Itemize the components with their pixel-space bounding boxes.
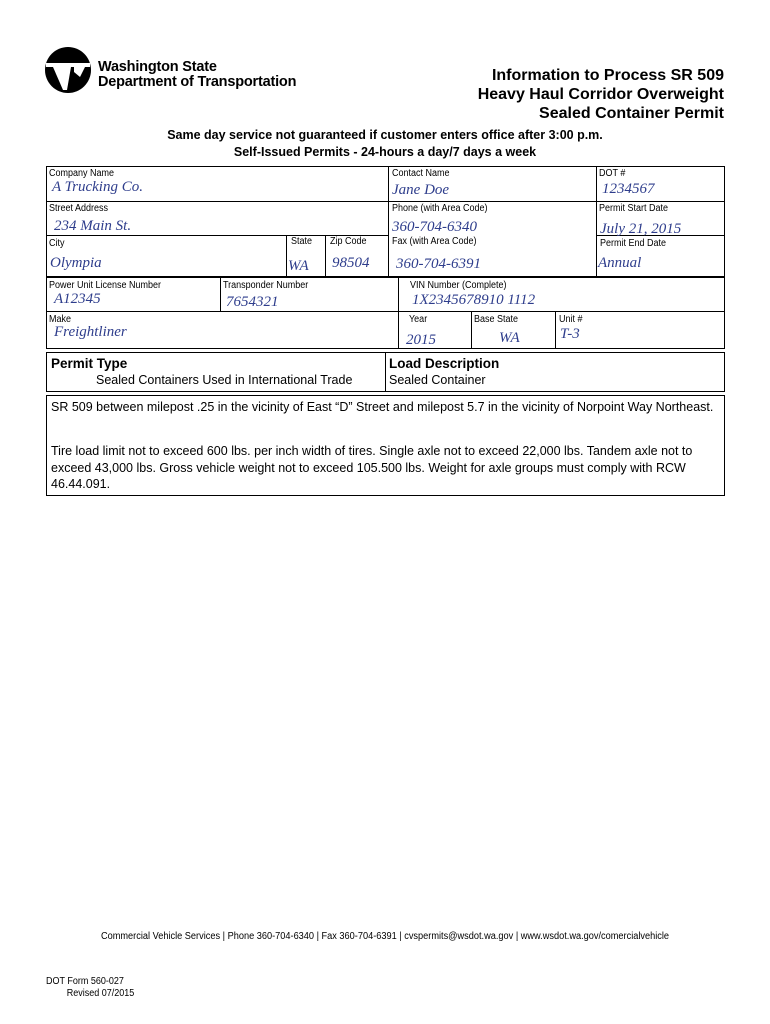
divider xyxy=(46,311,725,312)
year-field[interactable]: 2015 xyxy=(406,332,436,348)
route-description: SR 509 between milepost .25 in the vicinity of East “D” Street and milepost 5.7 in the vicinity of Norpoint Way Northeast. xyxy=(51,400,714,414)
street-address-field[interactable]: 234 Main St. xyxy=(54,218,132,234)
contact-name-field[interactable]: Jane Doe xyxy=(392,182,450,198)
phone-label: Phone (with Area Code) xyxy=(392,203,488,214)
power-unit-license-label: Power Unit License Number xyxy=(49,280,162,291)
title-line-1: Information to Process SR 509 xyxy=(491,67,724,84)
revision-date: Revised 07/2015 xyxy=(66,988,135,999)
agency-name xyxy=(98,60,296,90)
unit-label: Unit # xyxy=(559,314,583,325)
city-label: City xyxy=(49,238,65,249)
zip-label: Zip Code xyxy=(330,236,367,247)
transponder-label: Transponder Number xyxy=(223,280,309,291)
street-address-label: Street Address xyxy=(49,203,109,214)
permit-end-date-field[interactable]: Annual xyxy=(598,255,642,271)
dot-label: DOT # xyxy=(599,168,626,179)
title-line-2: Heavy Haul Corridor Overweight xyxy=(477,86,724,103)
fax-field[interactable]: 360-704-6391 xyxy=(396,256,481,272)
form-title xyxy=(478,66,724,123)
self-issue-notice: Self-Issued Permits - 24-hours a day/7 days a week xyxy=(233,145,537,159)
weight-restrictions: Tire load limit not to exceed 600 lbs. per inch width of tires. Single axle not to exceed 22,000 lbs. Tandem axle not to exceed 43,000 lbs. Gross vehicle weight not to exceed 105.500 lbs. Weight for axle groups must comply with RCW 46.44.091. xyxy=(51,444,693,491)
load-description-value: Sealed Container xyxy=(389,373,486,387)
permit-end-date-label: Permit End Date xyxy=(600,238,667,249)
vin-label: VIN Number (Complete) xyxy=(410,280,507,291)
office-hours-notice: Same day service not guaranteed if customer enters office after 3:00 p.m. xyxy=(167,128,603,142)
divider xyxy=(46,201,725,202)
base-state-label: Base State xyxy=(474,314,519,325)
divider xyxy=(555,311,556,349)
state-field[interactable]: WA xyxy=(288,258,309,274)
make-field[interactable]: Freightliner xyxy=(54,324,127,340)
make-label: Make xyxy=(49,314,72,325)
divider xyxy=(398,277,399,349)
company-name-label: Company Name xyxy=(49,168,115,179)
transponder-field[interactable]: 7654321 xyxy=(226,294,279,310)
divider xyxy=(385,352,386,392)
form-number xyxy=(46,976,134,1000)
year-label: Year xyxy=(409,314,428,325)
vin-field[interactable]: 1X2345678910 1112 xyxy=(412,292,536,308)
form-number-line: DOT Form 560-027 xyxy=(46,976,124,987)
dot-field[interactable]: 1234567 xyxy=(602,181,655,197)
permit-start-date-field[interactable]: July 21, 2015 xyxy=(600,221,682,237)
power-unit-license-field[interactable]: A12345 xyxy=(54,291,101,307)
company-name-field[interactable]: A Trucking Co. xyxy=(52,179,143,195)
fax-label: Fax (with Area Code) xyxy=(392,236,477,247)
divider xyxy=(325,235,326,277)
agency-line-2: Department of Transportation xyxy=(98,74,297,90)
divider xyxy=(286,235,287,277)
permit-type-label: Permit Type xyxy=(51,356,128,371)
contact-footer: Commercial Vehicle Services | Phone 360-704-6340 | Fax 360-704-6391 | cvspermits@wsdot.wa.gov | www.wsdot.wa.gov/comercialvehicle xyxy=(100,931,670,942)
city-field[interactable]: Olympia xyxy=(50,255,102,271)
divider xyxy=(388,166,389,277)
unit-field[interactable]: T-3 xyxy=(560,326,580,342)
divider xyxy=(220,277,221,311)
divider xyxy=(471,311,472,349)
base-state-field[interactable]: WA xyxy=(499,330,520,346)
agency-line-1: Washington State xyxy=(98,59,217,75)
contact-name-label: Contact Name xyxy=(392,168,450,179)
permit-start-date-label: Permit Start Date xyxy=(599,203,669,214)
divider xyxy=(596,166,597,277)
state-label: State xyxy=(291,236,313,247)
wsdot-logo xyxy=(44,46,92,94)
zip-field[interactable]: 98504 xyxy=(332,255,370,271)
permit-type-value: Sealed Containers Used in International Trade xyxy=(96,373,353,387)
load-description-label: Load Description xyxy=(389,356,500,371)
title-line-3: Sealed Container Permit xyxy=(539,105,724,122)
phone-field[interactable]: 360-704-6340 xyxy=(392,219,477,235)
